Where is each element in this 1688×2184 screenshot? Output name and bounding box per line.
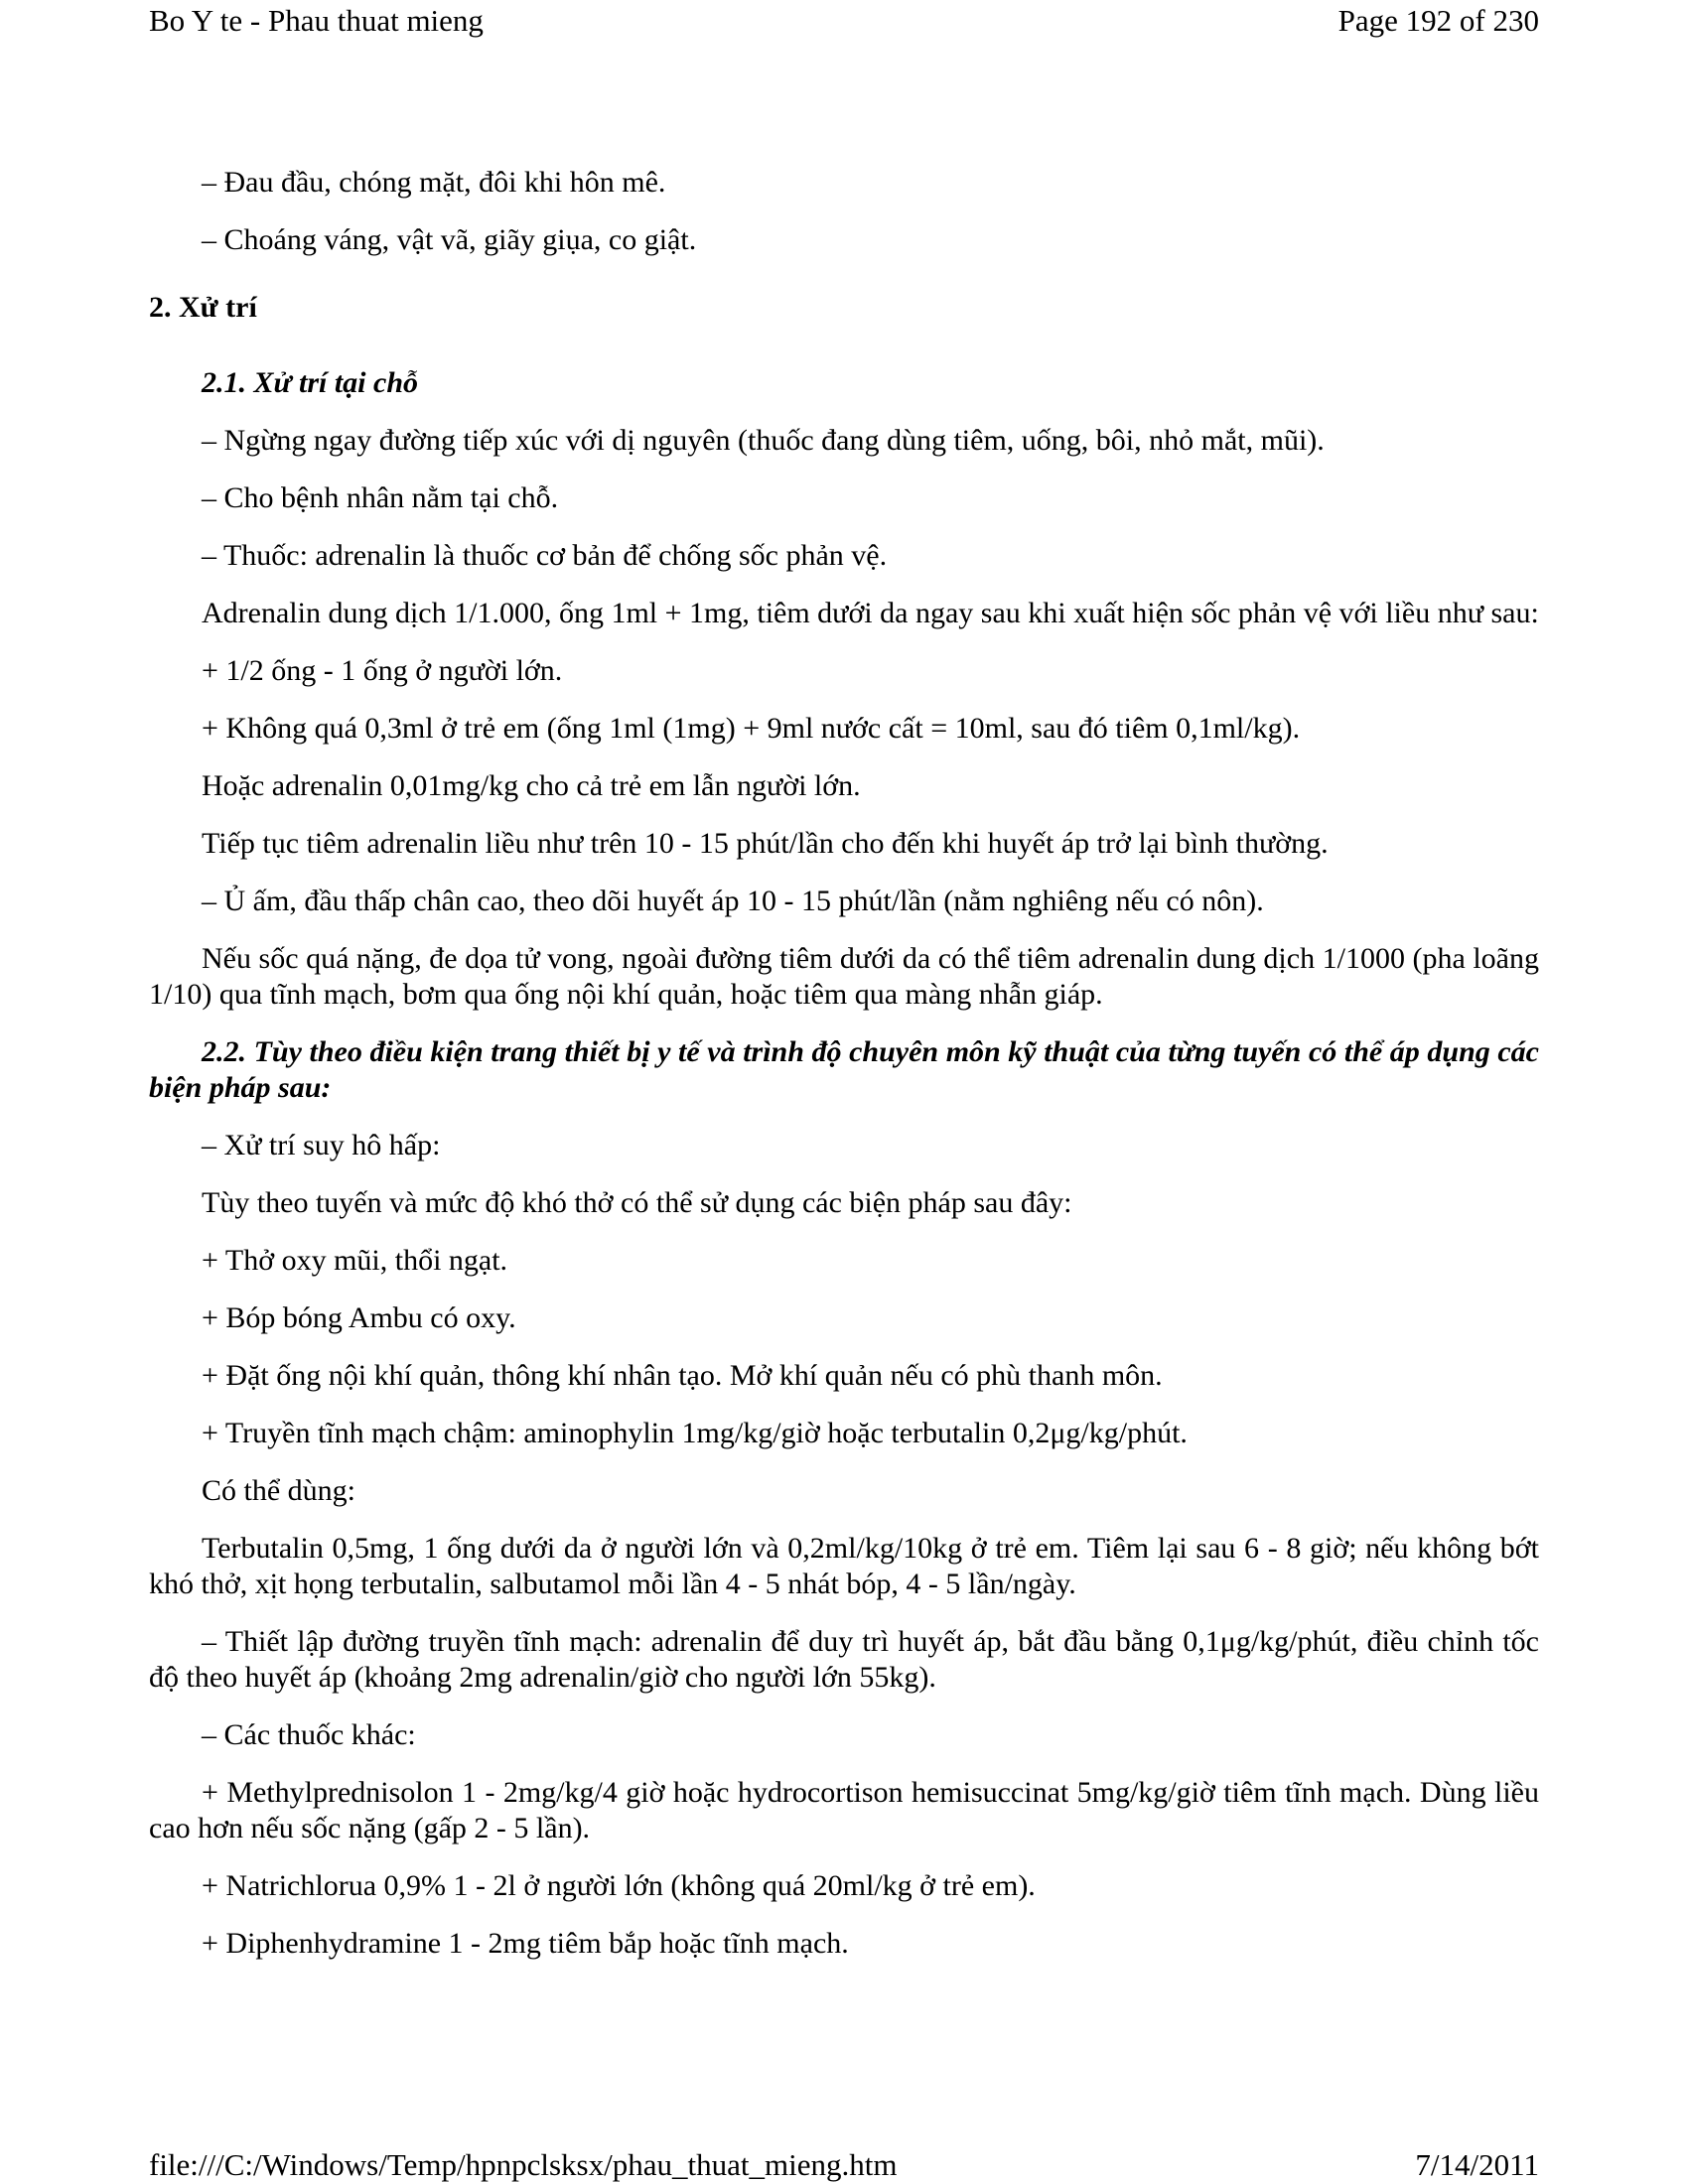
subsection-heading-2: 2.2. Tùy theo điều kiện trang thiết bị y tế và trình độ chuyên môn kỹ thuật của từng tuyến có thể áp dụng các biện pháp sau: bbox=[149, 1035, 1539, 1104]
document-body bbox=[149, 165, 1539, 1983]
paragraph: Hoặc adrenalin 0,01mg/kg cho cả trẻ em lẫn người lớn. bbox=[202, 769, 861, 802]
symptom-line-1: – Đau đầu, chóng mặt, đôi khi hôn mê. bbox=[202, 166, 666, 199]
header-page-number: Page 192 of 230 bbox=[1337, 3, 1539, 38]
paragraph: + Natrichlorua 0,9% 1 - 2l ở người lớn (không quá 20ml/kg ở trẻ em). bbox=[202, 1869, 1036, 1902]
paragraph: – Thiết lập đường truyền tĩnh mạch: adrenalin để duy trì huyết áp, bắt đầu bằng 0,1μg/kg/phút, điều chỉnh tốc độ theo huyết áp (khoảng 2mg adrenalin/giờ cho người lớn 55kg). bbox=[149, 1625, 1539, 1694]
paragraph: + Thở oxy mũi, thổi ngạt. bbox=[202, 1244, 508, 1277]
paragraph: – Ủ ấm, đầu thấp chân cao, theo dõi huyết áp 10 - 15 phút/lần (nằm nghiêng nếu có nôn). bbox=[202, 885, 1264, 917]
paragraph: + Diphenhydramine 1 - 2mg tiêm bắp hoặc tĩnh mạch. bbox=[202, 1927, 849, 1960]
paragraph: – Các thuốc khác: bbox=[202, 1718, 416, 1751]
paragraph: + Bóp bóng Ambu có oxy. bbox=[202, 1301, 516, 1334]
paragraph: + Không quá 0,3ml ở trẻ em (ống 1ml (1mg) + 9ml nước cất = 10ml, sau đó tiêm 0,1ml/kg). bbox=[202, 712, 1301, 745]
paragraph: Adrenalin dung dịch 1/1.000, ống 1ml + 1mg, tiêm dưới da ngay sau khi xuất hiện sốc phản vệ với liều như sau: bbox=[202, 597, 1539, 629]
paragraph: Tùy theo tuyến và mức độ khó thở có thể sử dụng các biện pháp sau đây: bbox=[202, 1186, 1072, 1219]
symptom-line-2: – Choáng váng, vật vã, giãy giụa, co giật. bbox=[202, 223, 697, 256]
paragraph: – Thuốc: adrenalin là thuốc cơ bản để chống sốc phản vệ. bbox=[202, 539, 888, 572]
paragraph: – Ngừng ngay đường tiếp xúc với dị nguyên (thuốc đang dùng tiêm, uống, bôi, nhỏ mắt, mũi). bbox=[202, 424, 1325, 457]
paragraph: Nếu sốc quá nặng, đe dọa tử vong, ngoài đường tiêm dưới da có thể tiêm adrenalin dung dịch 1/1000 (pha loãng 1/10) qua tĩnh mạch, bơm qua ống nội khí quản, hoặc tiêm qua màng nhẫn giáp. bbox=[149, 942, 1539, 1011]
paragraph: + Methylprednisolon 1 - 2mg/kg/4 giờ hoặc hydrocortison hemisuccinat 5mg/kg/giờ tiêm tĩnh mạch. Dùng liều cao hơn nếu sốc nặng (gấp 2 - 5 lần). bbox=[149, 1776, 1539, 1844]
header-title: Bo Y te - Phau thuat mieng bbox=[149, 3, 484, 38]
footer-date: 7/14/2011 bbox=[1415, 2147, 1539, 2182]
subsection-heading-1: 2.1. Xử trí tại chỗ bbox=[202, 366, 418, 399]
paragraph: – Xử trí suy hô hấp: bbox=[202, 1129, 441, 1161]
paragraph: – Cho bệnh nhân nằm tại chỗ. bbox=[202, 481, 559, 514]
paragraph: Terbutalin 0,5mg, 1 ống dưới da ở người lớn và 0,2ml/kg/10kg ở trẻ em. Tiêm lại sau 6 - 8 giờ; nếu không bớt khó thở, xịt họng terbutalin, salbutamol mỗi lần 4 - 5 nhát bóp, 4 - 5 lần/ngày. bbox=[149, 1532, 1539, 1600]
paragraph: Có thể dùng: bbox=[202, 1474, 355, 1507]
paragraph: Tiếp tục tiêm adrenalin liều như trên 10 - 15 phút/lần cho đến khi huyết áp trở lại bình thường. bbox=[202, 827, 1329, 860]
paragraph: + Truyền tĩnh mạch chậm: aminophylin 1mg/kg/giờ hoặc terbutalin 0,2μg/kg/phút. bbox=[202, 1417, 1188, 1449]
section-heading: 2. Xử trí bbox=[149, 291, 257, 324]
paragraph: + 1/2 ống - 1 ống ở người lớn. bbox=[202, 654, 563, 687]
paragraph: + Đặt ống nội khí quản, thông khí nhân tạo. Mở khí quản nếu có phù thanh môn. bbox=[202, 1359, 1163, 1392]
footer-file-path: file:///C:/Windows/Temp/hpnpclsksx/phau_thuat_mieng.htm bbox=[149, 2147, 898, 2182]
